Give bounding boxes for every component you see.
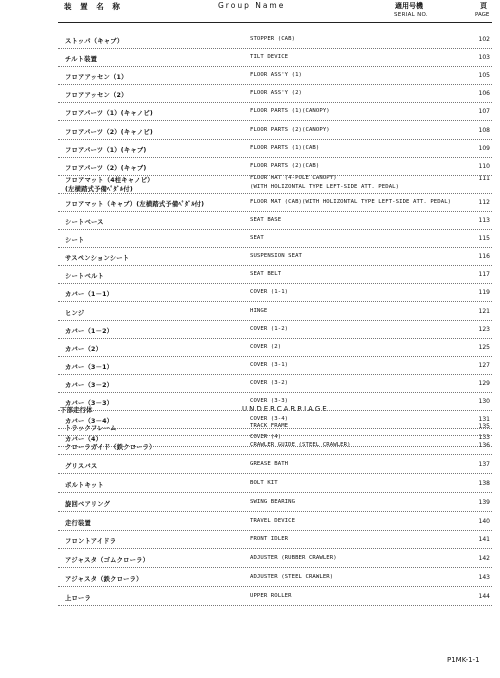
row-separator: [58, 139, 492, 140]
item-page: 112: [478, 198, 490, 206]
item-name-en: CRAWLER GUIDE (STEEL CRAWLER): [250, 441, 351, 448]
item-name-en: COVER (3-3): [250, 398, 289, 404]
list-item: [0, 145, 500, 163]
item-name-jp: ストッパ（キャブ）: [65, 38, 124, 45]
item-page: 102: [478, 36, 490, 43]
item-name-en: FLOOR MAT (CAB)(WITH HOLIZONTAL TYPE LEFT-SIDE ATT. PEDAL): [250, 198, 452, 205]
item-name-jp: フロアパーツ（2）(キャブ): [65, 164, 147, 172]
row-separator: [58, 410, 492, 411]
item-page: 143: [478, 574, 490, 582]
item-page: 136: [478, 441, 490, 449]
item-name-jp: 上ローラ: [65, 595, 91, 603]
item-page: 111: [478, 174, 490, 182]
item-name-en: GREASE BATH: [250, 460, 289, 467]
row-separator: [58, 120, 492, 121]
item-name-en: FLOOR PARTS (2)(CAB): [250, 162, 320, 169]
row-separator: [58, 338, 492, 339]
list-item: [0, 72, 500, 90]
item-page: 144: [478, 593, 490, 601]
list-item: [0, 362, 500, 380]
header-page-jp: 頁: [480, 2, 487, 10]
row-separator: [58, 392, 492, 393]
table-header: [0, 0, 500, 24]
row-separator: [58, 211, 492, 212]
list-item: [0, 271, 500, 289]
item-name-en: FLOOR PARTS (2)(CANOPY): [250, 126, 330, 133]
item-name-jp: シートベース: [65, 219, 104, 226]
row-separator: [58, 530, 492, 531]
item-page: 131: [478, 416, 490, 424]
item-page: 107: [478, 108, 490, 116]
item-name-jp: 走行装置: [65, 519, 91, 527]
item-name-jp: クローラガイド（鉄クローラ）: [65, 443, 156, 451]
list-item: [0, 518, 500, 536]
list-item: [0, 217, 500, 235]
item-name-jp: 旋回ベアリング: [65, 500, 111, 508]
item-name-en: COVER (3-1): [250, 361, 289, 368]
list-item: [0, 423, 500, 444]
item-page: 103: [478, 54, 490, 62]
item-name-en: COVER (3-2): [250, 379, 289, 386]
item-name-jp: カバー（4）: [65, 436, 103, 444]
list-item: [0, 90, 500, 108]
item-name-en: COVER (1-2): [250, 325, 289, 332]
list-item: [0, 499, 500, 517]
list-item: [0, 36, 500, 54]
section-title-en: UNDERCARRIAGE: [242, 405, 329, 413]
header-name-en: Group Name: [218, 1, 286, 10]
item-name-en: ADJUSTER (RUBBER CRAWLER): [250, 555, 337, 562]
list-item: [0, 326, 500, 344]
section-title-jp: 下部走行体: [60, 406, 93, 414]
item-page: 109: [478, 144, 490, 152]
page-code: P1MK-1-1: [447, 656, 480, 664]
row-separator: [58, 229, 492, 230]
item-name-jp-sub: (左横踏式予備ﾍﾟﾀﾞﾙ付): [65, 185, 133, 193]
row-separator: [58, 320, 492, 321]
row-separator: [58, 102, 492, 103]
row-separator: [58, 175, 492, 176]
item-page: 130: [478, 398, 490, 405]
item-name-jp: カバー（1－1）: [65, 291, 114, 299]
item-page: 117: [478, 271, 490, 279]
row-separator: [58, 605, 492, 606]
item-page: 135: [478, 423, 490, 430]
row-separator: [58, 48, 492, 49]
row-separator: [58, 473, 492, 474]
row-separator: [58, 356, 492, 357]
item-page: 108: [478, 126, 490, 134]
item-page: 115: [478, 235, 490, 243]
list-item: [0, 593, 500, 611]
item-name-en: HINGE: [250, 307, 268, 314]
row-separator: [58, 247, 492, 248]
list-item: [0, 199, 500, 217]
item-page: 139: [478, 498, 490, 506]
row-separator: [58, 193, 492, 194]
item-name-en: UPPER ROLLER: [250, 593, 292, 600]
row-separator: [58, 374, 492, 375]
item-name-jp: カバー（1－2）: [65, 327, 114, 335]
header-rule: [58, 22, 492, 23]
item-name-en: SWING BEARING: [250, 498, 296, 505]
list-item: [0, 174, 500, 199]
item-name-jp: アジャスタ（鉄クローラ）: [65, 576, 143, 584]
item-name-jp: カバー（3－4）: [65, 418, 114, 426]
item-name-jp: フロアアッセン（2）: [65, 92, 128, 100]
item-name-jp: カバー（3－3）: [65, 400, 114, 407]
row-separator: [58, 454, 492, 455]
list-item: [0, 442, 500, 460]
item-name-jp: フロアマット（4柱キャノピ）: [65, 176, 154, 184]
item-name-en: COVER (3-4): [250, 416, 289, 423]
item-page: 133: [478, 434, 490, 442]
header-page-en: PAGE: [475, 12, 490, 18]
item-page: 116: [478, 253, 490, 261]
list-item: [0, 480, 500, 498]
list-item: [0, 536, 500, 554]
item-name-jp: チルト装置: [65, 56, 98, 64]
item-name-jp: カバー（3－1）: [65, 363, 114, 371]
item-name-jp: フロントアイドラ: [65, 538, 117, 546]
list-item: [0, 127, 500, 145]
item-name-en: FLOOR ASS'Y (2): [250, 90, 303, 97]
list-item: [0, 461, 500, 479]
item-name-en: COVER (4): [250, 434, 282, 441]
item-name-en: ADJUSTER (STEEL CRAWLER): [250, 574, 334, 581]
item-page: 110: [478, 162, 490, 170]
list-item: [0, 108, 500, 126]
list-item: [0, 380, 500, 398]
row-separator: [58, 511, 492, 512]
item-name-jp: カバー（2）: [65, 345, 103, 353]
item-name-jp: トラックフレーム: [65, 425, 117, 432]
item-page: 121: [478, 307, 490, 315]
item-name-en: TRAVEL DEVICE: [250, 517, 296, 524]
item-name-en: FLOOR PARTS (1)(CANOPY): [250, 108, 330, 115]
item-name-jp: フロアパーツ（1）(キャノピ): [65, 110, 153, 118]
item-page: 127: [478, 361, 490, 369]
item-name-en: STOPPER (CAB): [250, 36, 296, 42]
header-name-jp: 装 置 名 称: [64, 2, 123, 11]
row-separator: [58, 66, 492, 67]
row-separator: [58, 301, 492, 302]
row-separator: [58, 157, 492, 158]
row-separator: [58, 435, 492, 436]
item-page: 113: [478, 217, 490, 224]
item-name-en: FLOOR ASS'Y (1): [250, 72, 303, 79]
item-name-jp: フロアアッセン（1）: [65, 74, 128, 82]
item-name-jp: ボルトキット: [65, 481, 104, 489]
item-name-jp: グリスバス: [65, 462, 98, 470]
row-separator: [58, 428, 492, 429]
item-name-jp: シートベルト: [65, 273, 104, 281]
row-separator: [58, 446, 492, 447]
row-separator: [58, 84, 492, 85]
item-name-jp: フロアパーツ（2）(キャノピ): [65, 128, 153, 136]
item-page: 105: [478, 72, 490, 80]
item-name-jp: サスペンションシート: [65, 255, 130, 263]
item-name-en: FRONT IDLER: [250, 536, 289, 543]
item-name-en: FLOOR MAT (4-POLE CANOPY): [250, 174, 337, 181]
item-name-en-sub: (WITH HOLIZONTAL TYPE LEFT-SIDE ATT. PEDAL): [250, 183, 400, 190]
item-name-en: COVER (2): [250, 343, 282, 350]
list-item: [0, 308, 500, 326]
item-page: 106: [478, 90, 490, 98]
item-page: 123: [478, 325, 490, 333]
item-name-en: SEAT: [250, 235, 264, 242]
item-page: 141: [478, 536, 490, 544]
list-item: [0, 253, 500, 271]
item-name-en: TRACK FRAME: [250, 423, 289, 429]
header-serial-en: SERIAL NO.: [394, 12, 428, 18]
row-separator: [58, 283, 492, 284]
item-page: 129: [478, 379, 490, 387]
list-item: [0, 54, 500, 72]
row-separator: [58, 492, 492, 493]
item-page: 138: [478, 479, 490, 487]
list-item: [0, 235, 500, 253]
item-name-en: SEAT BASE: [250, 217, 282, 223]
row-separator: [58, 548, 492, 549]
item-name-en: COVER (1-1): [250, 289, 289, 296]
list-item: [0, 344, 500, 362]
item-name-jp: カバー（3－2）: [65, 381, 114, 389]
item-page: 142: [478, 555, 490, 563]
item-name-jp: ヒンジ: [65, 309, 85, 317]
list-item: [0, 555, 500, 573]
item-name-jp: シート: [65, 237, 85, 245]
item-name-en: SUSPENSION SEAT: [250, 253, 303, 260]
list-item: [0, 574, 500, 592]
item-name-en: FLOOR PARTS (1)(CAB): [250, 144, 320, 151]
header-serial-jp: 適用号機: [395, 2, 423, 10]
item-name-jp: フロアパーツ（1）(キャブ): [65, 146, 147, 154]
row-separator: [58, 567, 492, 568]
row-separator: [58, 586, 492, 587]
item-page: 140: [478, 517, 490, 525]
item-page: 137: [478, 460, 490, 468]
item-page: 125: [478, 343, 490, 351]
row-separator: [58, 265, 492, 266]
item-name-en: TILT DEVICE: [250, 54, 289, 61]
item-name-jp: アジャスタ（ゴムクローラ）: [65, 557, 150, 565]
item-name-jp: フロアマット（キャブ）(左横踏式予備ﾍﾟﾀﾞﾙ付): [65, 200, 205, 208]
item-name-en: BOLT KIT: [250, 479, 278, 486]
item-name-en: SEAT BELT: [250, 271, 282, 278]
item-page: 119: [478, 289, 490, 297]
list-item: [0, 289, 500, 307]
